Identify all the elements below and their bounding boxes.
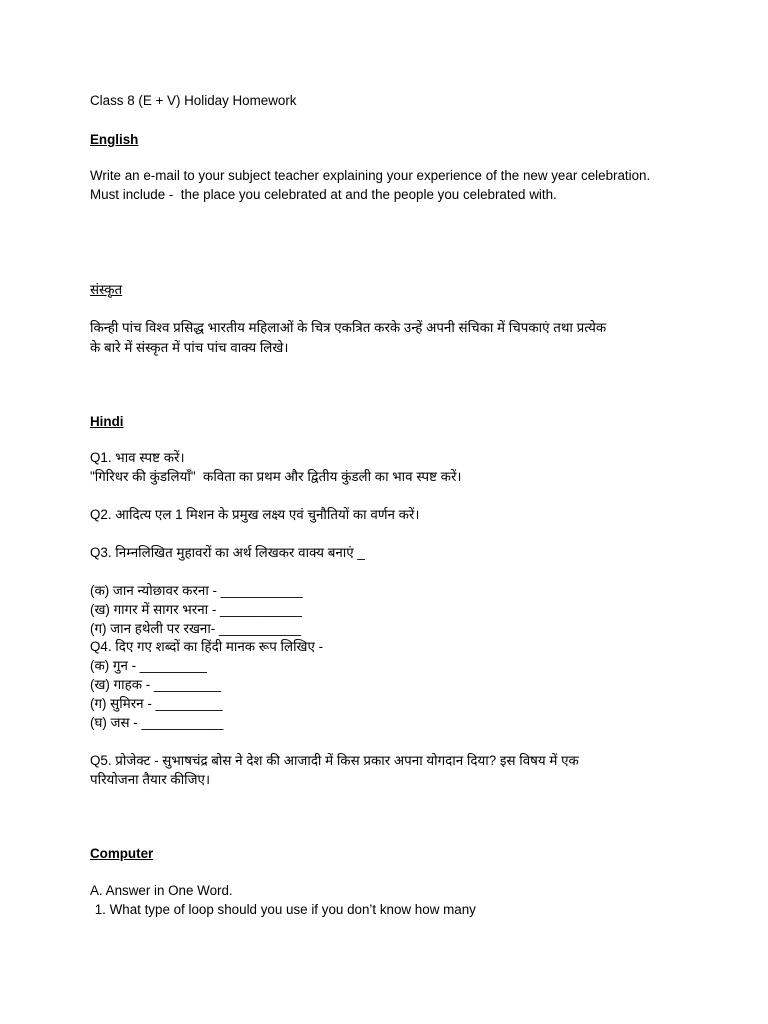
hindi-q3: Q3. निम्नलिखित मुहावरों का अर्थ लिखकर वाक्य बनाएं _ xyxy=(90,545,365,560)
english-line-2: Must include - the place you celebrated at and the people you celebrated with. xyxy=(90,187,557,202)
hindi-q2: Q2. आदित्य एल 1 मिशन के प्रमुख लक्ष्य एवं चुनौतियों का वर्णन करें। xyxy=(90,507,420,522)
hindi-q3-item-3: (ग) जान हथेली पर रखना- ___________ xyxy=(90,621,301,636)
english-line-1: Write an e-mail to your subject teacher explaining your experience of the new year celebration. xyxy=(90,168,651,183)
hindi-heading: Hindi xyxy=(90,414,124,429)
document-title: Class 8 (E + V) Holiday Homework xyxy=(90,93,297,108)
sanskrit-heading: संस्कृत xyxy=(90,282,123,297)
computer-heading: Computer xyxy=(90,846,154,861)
sanskrit-line-2: के बारे में संस्कृत में पांच पांच वाक्य लिखे। xyxy=(90,340,289,355)
hindi-q1-detail: "गिरिधर की कुंडलियाँ" कविता का प्रथम और द्वितीय कुंडली का भाव स्पष्ट करें। xyxy=(90,469,462,484)
english-heading: English xyxy=(90,132,139,147)
hindi-q1: Q1. भाव स्पष्ट करें। xyxy=(90,450,185,465)
hindi-q4-item-1: (क) गुन - _________ xyxy=(90,658,207,673)
hindi-q4-item-3: (ग) सुमिरन - _________ xyxy=(90,696,223,711)
sanskrit-line-1: किन्ही पांच विश्व प्रसिद्ध भारतीय महिलाओं के चित्र एकत्रित करके उन्हें अपनी संचिका में चिपकाएं तथा प्रत्येक xyxy=(90,320,607,335)
computer-section-a: A. Answer in One Word. xyxy=(90,883,233,898)
hindi-q3-item-2: (ख) गागर में सागर भरना - ___________ xyxy=(90,602,302,617)
hindi-q4-item-2: (ख) गाहक - _________ xyxy=(90,677,221,692)
computer-item-1: 1. What type of loop should you use if you don’t know how many xyxy=(91,902,476,917)
hindi-q3-item-1: (क) जान न्योछावर करना - ___________ xyxy=(90,583,303,598)
hindi-q5-line-2: परियोजना तैयार कीजिए। xyxy=(90,772,211,787)
hindi-q4: Q4. दिए गए शब्दों का हिंदी मानक रूप लिखिए - xyxy=(90,639,324,654)
hindi-q5-line-1: Q5. प्रोजेक्ट - सुभाषचंद्र बोस ने देश की आजादी में किस प्रकार अपना योगदान दिया? इस विषय में एक xyxy=(90,753,579,768)
hindi-q4-item-4: (घ) जस - ___________ xyxy=(90,715,224,730)
